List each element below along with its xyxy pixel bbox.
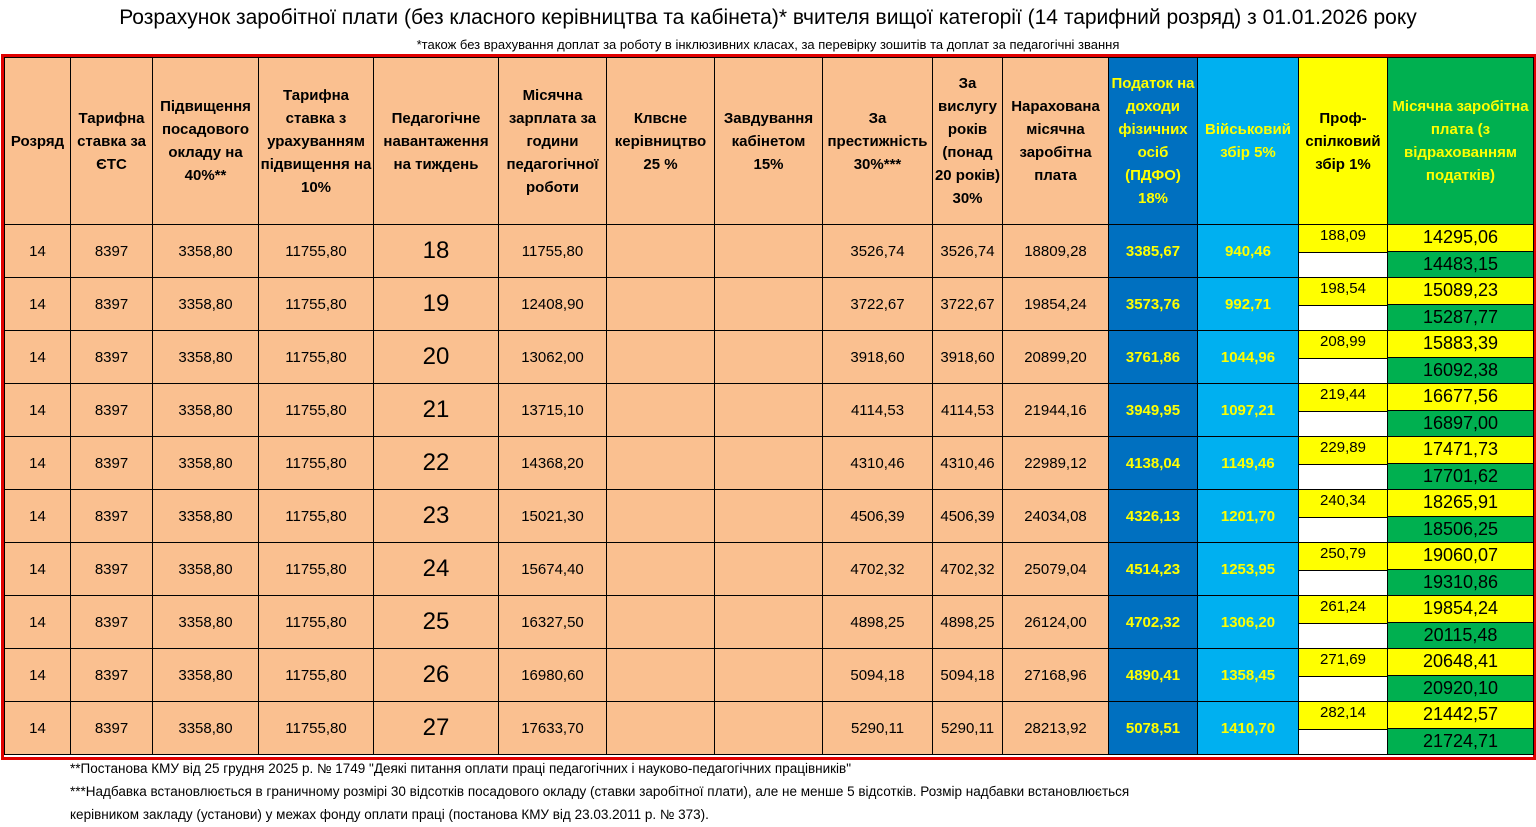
cell-increase: 3358,80 [153,543,259,596]
table-row [5,331,1534,384]
cell-load: 26 [374,649,499,702]
cell-rank: 14 [5,437,71,490]
table-row [5,384,1534,437]
cell-class-lead [607,278,715,331]
net-salary-with-union: 14295,06 [1388,225,1533,252]
cell-accrued: 28213,92 [1003,702,1109,755]
cell-seniority: 4506,39 [933,490,1003,543]
cell-rate: 8397 [71,490,153,543]
net-salary-without-union: 16897,00 [1388,411,1533,437]
net-salary-with-union: 20648,41 [1388,649,1533,676]
cell-monthly: 13715,10 [499,384,607,437]
cell-union [1299,384,1388,437]
salary-table [4,57,1534,755]
cell-rate-plus: 11755,80 [259,543,374,596]
cell-rate-plus: 11755,80 [259,384,374,437]
cell-rate: 8397 [71,437,153,490]
cell-rate-plus: 11755,80 [259,331,374,384]
net-salary-without-union: 19310,86 [1388,570,1533,596]
net-salary-without-union: 20920,10 [1388,676,1533,702]
cell-pdfo: 3949,95 [1109,384,1198,437]
cell-seniority: 4310,46 [933,437,1003,490]
union-fee-blank [1299,306,1387,331]
cell-rank: 14 [5,490,71,543]
cell-union [1299,225,1388,278]
cell-prestige: 4310,46 [823,437,933,490]
cell-load: 24 [374,543,499,596]
cell-cabinet [715,543,823,596]
cell-net [1388,384,1534,437]
cell-accrued: 20899,20 [1003,331,1109,384]
cell-union [1299,331,1388,384]
cell-accrued: 25079,04 [1003,543,1109,596]
header-accrued: Нарахована місячна заробітна плата [1003,58,1109,225]
cell-monthly: 17633,70 [499,702,607,755]
union-fee-blank [1299,253,1387,278]
cell-increase: 3358,80 [153,596,259,649]
cell-pdfo: 4514,23 [1109,543,1198,596]
cell-pdfo: 4326,13 [1109,490,1198,543]
cell-rate-plus: 11755,80 [259,649,374,702]
cell-military: 1201,70 [1198,490,1299,543]
cell-net [1388,278,1534,331]
cell-cabinet [715,702,823,755]
cell-rate-plus: 11755,80 [259,702,374,755]
cell-seniority: 4898,25 [933,596,1003,649]
cell-prestige: 4702,32 [823,543,933,596]
cell-union [1299,490,1388,543]
cell-seniority: 4702,32 [933,543,1003,596]
cell-increase: 3358,80 [153,702,259,755]
cell-union [1299,702,1388,755]
header-net: Місячна заробітна плата (з відрахованням податків) [1388,58,1534,225]
net-salary-without-union: 16092,38 [1388,358,1533,384]
cell-accrued: 27168,96 [1003,649,1109,702]
cell-cabinet [715,596,823,649]
net-salary-with-union: 21442,57 [1388,702,1533,729]
cell-cabinet [715,331,823,384]
table-row [5,437,1534,490]
cell-pdfo: 3761,86 [1109,331,1198,384]
cell-net [1388,702,1534,755]
cell-military: 1044,96 [1198,331,1299,384]
cell-load: 23 [374,490,499,543]
cell-cabinet [715,490,823,543]
table-header-row [5,58,1534,225]
cell-seniority: 3526,74 [933,225,1003,278]
header-class-lead: Клвсне керівництво 25 % [607,58,715,225]
cell-rate: 8397 [71,649,153,702]
cell-class-lead [607,437,715,490]
cell-cabinet [715,437,823,490]
cell-rate-plus: 11755,80 [259,596,374,649]
cell-net [1388,649,1534,702]
header-cabinet: Завдування кабінетом 15% [715,58,823,225]
cell-accrued: 19854,24 [1003,278,1109,331]
cell-cabinet [715,225,823,278]
cell-prestige: 4114,53 [823,384,933,437]
cell-class-lead [607,331,715,384]
cell-load: 21 [374,384,499,437]
cell-military: 1253,95 [1198,543,1299,596]
cell-military: 1306,20 [1198,596,1299,649]
table-row [5,278,1534,331]
union-fee-value: 271,69 [1299,649,1387,677]
cell-monthly: 15021,30 [499,490,607,543]
net-salary-without-union: 20115,48 [1388,623,1533,649]
cell-rate-plus: 11755,80 [259,437,374,490]
footnote-3: керівником закладу (установи) у межах фонду оплати праці (постанова КМУ від 23.03.2011 р. № 373). [70,807,709,822]
cell-military: 1410,70 [1198,702,1299,755]
cell-monthly: 16980,60 [499,649,607,702]
cell-increase: 3358,80 [153,278,259,331]
cell-rank: 14 [5,543,71,596]
cell-monthly: 12408,90 [499,278,607,331]
cell-prestige: 3526,74 [823,225,933,278]
cell-net [1388,490,1534,543]
union-fee-value: 250,79 [1299,543,1387,571]
union-fee-value: 198,54 [1299,278,1387,306]
cell-load: 22 [374,437,499,490]
cell-military: 1358,45 [1198,649,1299,702]
header-military: Військовий збір 5% [1198,58,1299,225]
cell-cabinet [715,384,823,437]
net-salary-with-union: 16677,56 [1388,384,1533,411]
page-subtitle: *також без врахування доплат за роботу в інклюзивних класах, за перевірку зошитів та доплат за педагогічні звання [416,37,1120,52]
cell-accrued: 22989,12 [1003,437,1109,490]
salary-table-frame [1,54,1536,760]
net-salary-with-union: 15883,39 [1388,331,1533,358]
union-fee-blank [1299,571,1387,596]
cell-increase: 3358,80 [153,225,259,278]
union-fee-blank [1299,412,1387,437]
cell-pdfo: 4138,04 [1109,437,1198,490]
union-fee-blank [1299,518,1387,543]
header-rank: Розряд [5,58,71,225]
cell-seniority: 3918,60 [933,331,1003,384]
cell-rate: 8397 [71,225,153,278]
cell-military: 992,71 [1198,278,1299,331]
cell-prestige: 4898,25 [823,596,933,649]
net-salary-without-union: 15287,77 [1388,305,1533,331]
cell-accrued: 26124,00 [1003,596,1109,649]
cell-class-lead [607,649,715,702]
cell-net [1388,596,1534,649]
union-fee-value: 240,34 [1299,490,1387,518]
net-salary-with-union: 19854,24 [1388,596,1533,623]
table-row [5,702,1534,755]
cell-pdfo: 3573,76 [1109,278,1198,331]
cell-rank: 14 [5,331,71,384]
header-seniority: За вислугу років (понад 20 років) 30% [933,58,1003,225]
cell-pdfo: 5078,51 [1109,702,1198,755]
net-salary-without-union: 14483,15 [1388,252,1533,278]
cell-increase: 3358,80 [153,437,259,490]
union-fee-value: 188,09 [1299,225,1387,253]
cell-prestige: 5094,18 [823,649,933,702]
cell-rank: 14 [5,702,71,755]
cell-seniority: 3722,67 [933,278,1003,331]
footnote-1: **Постанова КМУ від 25 грудня 2025 р. № 1749 "Деякі питання оплати праці педагогічних і науково-педагогічних працівників" [70,761,851,776]
net-salary-with-union: 15089,23 [1388,278,1533,305]
net-salary-with-union: 18265,91 [1388,490,1533,517]
table-row [5,596,1534,649]
union-fee-blank [1299,624,1387,649]
cell-class-lead [607,384,715,437]
cell-accrued: 18809,28 [1003,225,1109,278]
header-union: Проф-спілковий збір 1% [1299,58,1388,225]
cell-union [1299,649,1388,702]
cell-rate: 8397 [71,278,153,331]
footnote-2: ***Надбавка встановлюється в граничному розмірі 30 відсотків посадового окладу (ставки заробітної плати), але не менше 5 відсотків. Розмір надбавки встановлюється [70,784,1130,799]
cell-pdfo: 3385,67 [1109,225,1198,278]
table-row [5,225,1534,278]
header-load: Педагогічне навантаження на тиждень [374,58,499,225]
header-increase: Підвищення посадового окладу на 40%** [153,58,259,225]
cell-load: 27 [374,702,499,755]
table-row [5,543,1534,596]
cell-rate: 8397 [71,331,153,384]
union-fee-value: 261,24 [1299,596,1387,624]
header-rate: Тарифна ставка за ЄТС [71,58,153,225]
cell-monthly: 11755,80 [499,225,607,278]
net-salary-without-union: 18506,25 [1388,517,1533,543]
cell-class-lead [607,543,715,596]
cell-accrued: 21944,16 [1003,384,1109,437]
cell-monthly: 15674,40 [499,543,607,596]
cell-rate: 8397 [71,384,153,437]
header-prestige: За престижність 30%*** [823,58,933,225]
cell-union [1299,437,1388,490]
union-fee-value: 208,99 [1299,331,1387,359]
cell-seniority: 4114,53 [933,384,1003,437]
cell-rate-plus: 11755,80 [259,278,374,331]
union-fee-blank [1299,359,1387,384]
cell-cabinet [715,649,823,702]
cell-pdfo: 4702,32 [1109,596,1198,649]
cell-rate: 8397 [71,596,153,649]
cell-net [1388,543,1534,596]
net-salary-without-union: 21724,71 [1388,729,1533,755]
cell-seniority: 5094,18 [933,649,1003,702]
cell-net [1388,225,1534,278]
cell-rate-plus: 11755,80 [259,225,374,278]
cell-military: 1097,21 [1198,384,1299,437]
cell-pdfo: 4890,41 [1109,649,1198,702]
cell-net [1388,331,1534,384]
cell-union [1299,543,1388,596]
cell-net [1388,437,1534,490]
cell-prestige: 5290,11 [823,702,933,755]
cell-load: 18 [374,225,499,278]
header-monthly: Місячна зарплата за години педагогічної роботи [499,58,607,225]
cell-load: 25 [374,596,499,649]
union-fee-value: 282,14 [1299,702,1387,730]
cell-rank: 14 [5,596,71,649]
cell-load: 20 [374,331,499,384]
net-salary-without-union: 17701,62 [1388,464,1533,490]
table-body [5,225,1534,755]
cell-rate-plus: 11755,80 [259,490,374,543]
cell-rank: 14 [5,649,71,702]
footnotes [70,757,1370,826]
cell-rate: 8397 [71,543,153,596]
header-pdfo: Податок на доходи фізичних осіб (ПДФО) 18% [1109,58,1198,225]
cell-rank: 14 [5,225,71,278]
union-fee-blank [1299,730,1387,755]
net-salary-with-union: 17471,73 [1388,437,1533,464]
table-row [5,490,1534,543]
cell-seniority: 5290,11 [933,702,1003,755]
union-fee-value: 219,44 [1299,384,1387,412]
header-rate-plus: Тарифна ставка з урахуванням підвищення на 10% [259,58,374,225]
cell-accrued: 24034,08 [1003,490,1109,543]
cell-increase: 3358,80 [153,331,259,384]
net-salary-with-union: 19060,07 [1388,543,1533,570]
page-title: Розрахунок заробітної плати (без класного керівництва та кабінета)* вчителя вищої категорії (14 тарифний розряд) з 01.01.2026 року [119,6,1417,29]
table-row [5,649,1534,702]
cell-class-lead [607,596,715,649]
cell-class-lead [607,490,715,543]
cell-rate: 8397 [71,702,153,755]
union-fee-blank [1299,465,1387,490]
cell-increase: 3358,80 [153,384,259,437]
cell-monthly: 16327,50 [499,596,607,649]
union-fee-value: 229,89 [1299,437,1387,465]
cell-monthly: 13062,00 [499,331,607,384]
cell-prestige: 4506,39 [823,490,933,543]
union-fee-blank [1299,677,1387,702]
cell-monthly: 14368,20 [499,437,607,490]
cell-increase: 3358,80 [153,649,259,702]
cell-load: 19 [374,278,499,331]
cell-prestige: 3722,67 [823,278,933,331]
cell-class-lead [607,225,715,278]
cell-increase: 3358,80 [153,490,259,543]
cell-prestige: 3918,60 [823,331,933,384]
cell-union [1299,596,1388,649]
cell-class-lead [607,702,715,755]
cell-rank: 14 [5,384,71,437]
cell-rank: 14 [5,278,71,331]
cell-union [1299,278,1388,331]
cell-military: 940,46 [1198,225,1299,278]
cell-cabinet [715,278,823,331]
cell-military: 1149,46 [1198,437,1299,490]
